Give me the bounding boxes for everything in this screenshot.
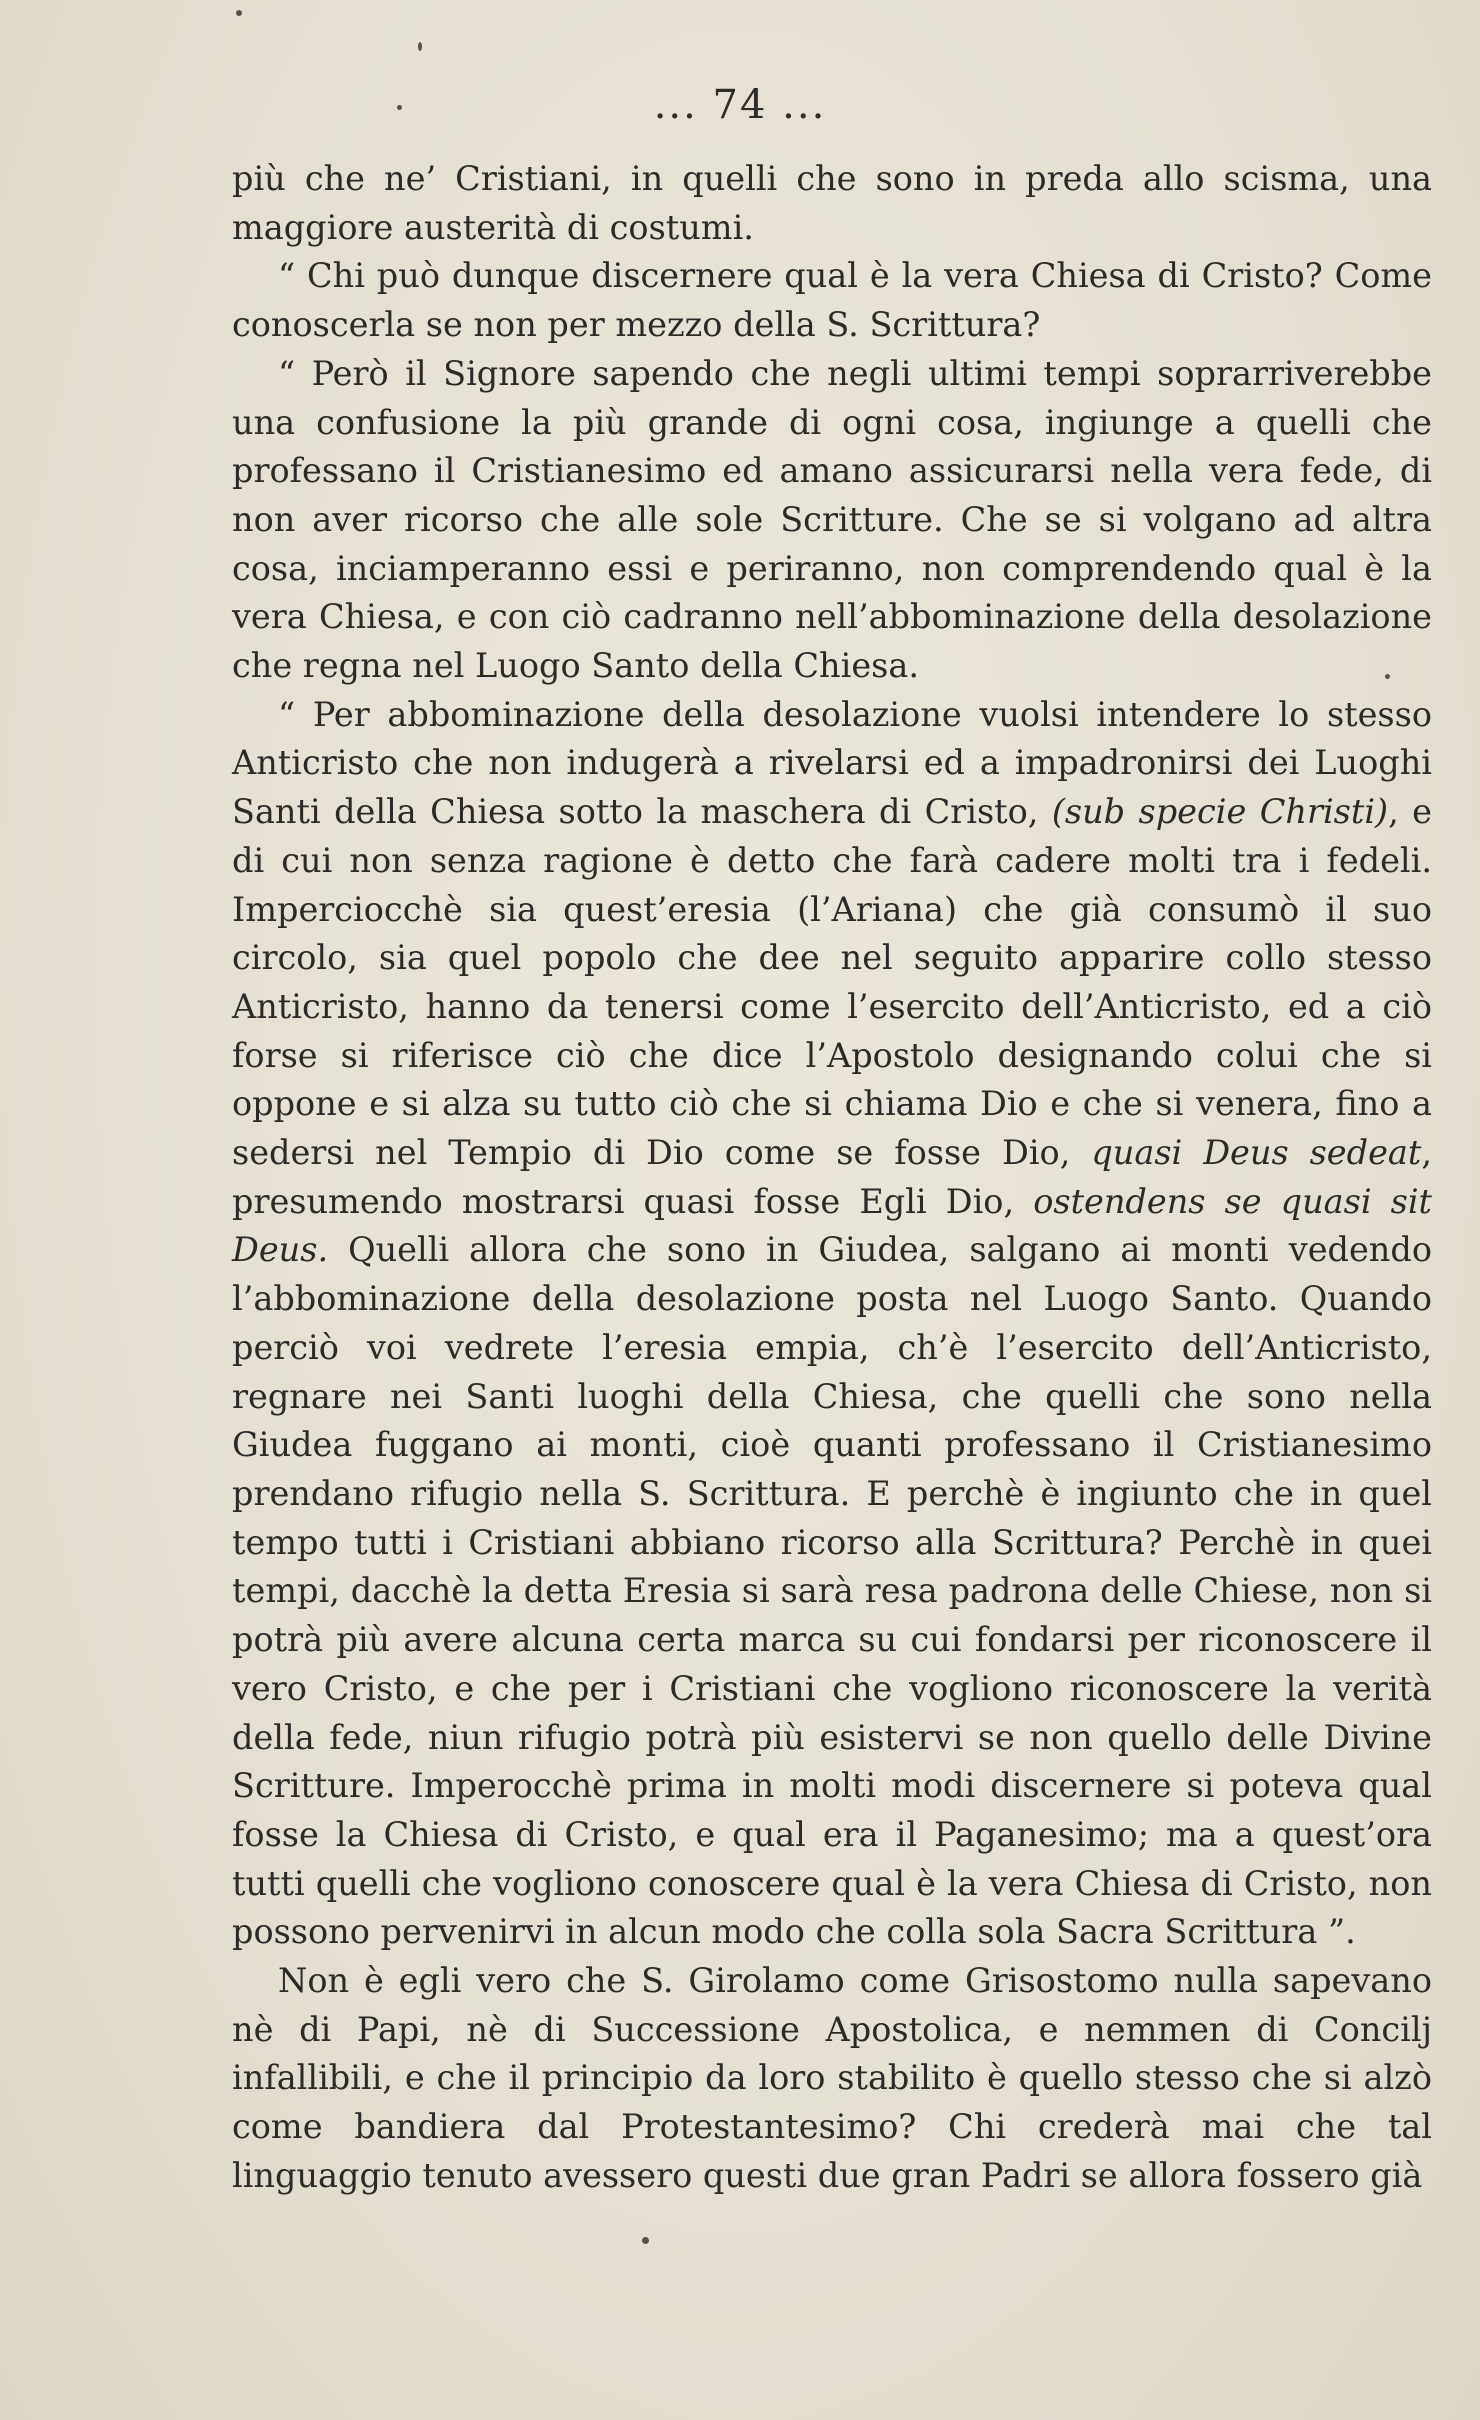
latin-phrase: (sub specie Christi) bbox=[1051, 792, 1389, 832]
paragraph-quote-confusion: “ Però il Signore sapendo che negli ultimi tempi soprarriverebbe una confusione la più grande di ogni cosa, ingiunge a quelli che professano il Cristianesimo ed amano assicurarsi nella vera fede, di non aver ricorso che alle sole Scritture. Che se si volgano ad altra cosa, inciamperanno essi e periranno, non comprendendo qual è la vera Chiesa, e con ciò cadranno nell’abbominazione della desolazione che regna nel Luogo Santo della Chiesa. bbox=[232, 353, 1432, 686]
text-run: , e di cui non senza ragione è detto che farà cadere molti tra i fedeli. Imperciocchè sia quest’eresia (l’Ariana) che già consumò il suo circolo, sia quel popolo che dee nel seguito apparire collo stesso Anticristo, hanno da tenersi come l’esercito dell’Anticristo, ed a ciò forse si riferisce ciò che dice l’Apostolo designando colui che si oppone e si alza su tutto ciò che si chiama Dio e che si venera, fino a sedersi nel Tempio di Dio come se fosse Dio, bbox=[232, 792, 1433, 1173]
latin-phrase: quasi Deus sedeat bbox=[1091, 1133, 1422, 1173]
latin-phrase: ostendens se quasi sit Deus. bbox=[232, 1181, 1432, 1270]
text-run: “ Per abbominazione della desolazione vuolsi intendere lo stesso Anticristo che non indugerà a rivelarsi ed a impadronirsi dei Luoghi Santi della Chiesa sotto la maschera di Cristo, bbox=[232, 694, 1432, 832]
page-number: ... 74 ... bbox=[653, 82, 827, 128]
paper-speck bbox=[236, 10, 242, 16]
paragraph-quote-question: “ Chi può dunque discernere qual è la vera Chiesa di Cristo? Come conoscerla se non per mezzo della S. Scrittura? bbox=[232, 256, 1432, 345]
paragraph-continuation: più che ne’ Cristiani, in quelli che sono in preda allo scisma, una maggiore austerità di costumi. bbox=[232, 159, 1432, 247]
paragraph-commentary: Non è egli vero che S. Girolamo come Grisostomo nulla sapevano nè di Papi, nè di Successione Apostolica, e nemmen di Concilj infallibili, e che il principio da loro stabilito è quello stesso che si alzò come bandiera dal Protestantesimo? Chi crederà mai che tal linguaggio tenuto avessero questi due gran Padri se allora fossero già bbox=[232, 1961, 1432, 2195]
paper-speck bbox=[418, 42, 422, 51]
paper-speck bbox=[1385, 674, 1390, 679]
page-body bbox=[232, 155, 1432, 2201]
paragraph-quote-abomination bbox=[232, 691, 1432, 1957]
text-run: Quelli allora che sono in Giudea, salgano ai monti vedendo l’abbominazione della desolazione posta nel Luogo Santo. Quando perciò voi vedrete l’eresia empia, ch’è l’esercito dell’Anticristo, regnare nei Santi luoghi della Chiesa, che quelli che sono nella Giudea fuggano ai monti, cioè quanti professano il Cristianesimo prendano rifugio nella S. Scrittura. E perchè è ingiunto che in quel tempo tutti i Cristiani abbiano ricorso alla Scrittura? Perchè in quei tempi, dacchè la detta Eresia si sarà resa padrona delle Chiese, non si potrà più avere alcuna certa marca su cui fondarsi per riconoscere il vero Cristo, e che per i Cristiani che vogliono riconoscere la verità della fede, niun rifugio potrà più esistervi se non quello delle Divine Scritture. Imperocchè prima in molti modi discernere si poteva qual fosse la Chiesa di Cristo, e qual era il Paganesimo; ma a quest’ora tutti quelli che vogliono conoscere qual è la vera Chiesa di Cristo, non possono pervenirvi in alcun modo che colla sola Sacra Scrittura ”. bbox=[232, 1230, 1432, 1952]
paper-speck bbox=[397, 105, 402, 110]
paper-speck bbox=[642, 2237, 649, 2244]
text-run: , presumendo mostrarsi quasi fosse Egli Dio, bbox=[232, 1133, 1432, 1221]
